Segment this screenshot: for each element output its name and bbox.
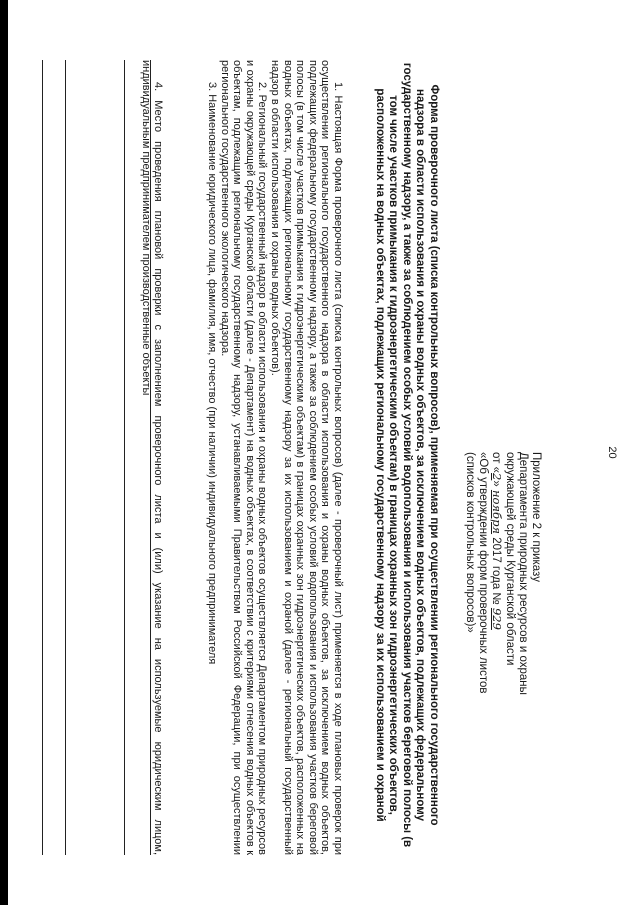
paragraph-4: 4. Место проведения плановой проверки с заполнением проверочного листа и (или) указание на используемые юридическим лицом, индивидуальным предпринимателем производственные объекты — [139, 60, 165, 855]
appendix-line: (списков контрольных вопросов)» — [464, 452, 476, 633]
handwritten-month: ноября — [490, 489, 504, 535]
paragraph-2: 2. Региональный государственный надзор в области использования и охраны водных объектов осуществляется Департаментом природных ресурсов и охраны окружающей среды Курганской области (далее - Департамент) на водных объектах, в соответствии с критериями отнесения водных объектов к объектам, подлежащим региональному государственному надзору, устанавливаемыми Правительством Российской Федерации, при осуществлении регионального государственного экологического надзора. — [218, 60, 269, 855]
appendix-block — [463, 452, 542, 882]
document-title: Форма проверочного листа (списка контрольных вопросов), применяемая при осуществлении регионального государственного надзора в области использования и охраны водных объектов, за исключением водных объектов, подлежащих федеральному государственному надзору, а также за соблюдением особых условий водопользования и использования участков береговой полосы (в том числе участков примыкания к гидроэнергетическим объектам) в границах охранных зон гидроэнергетических объектов, расположенных на водных объектах, подлежащих региональному государственному надзору за их использованием и охраной — [374, 62, 440, 848]
appendix-line: Департамента природных ресурсов и охраны — [517, 452, 529, 695]
appendix-line: окружающей среды Курганской области — [504, 452, 516, 666]
appendix-date-line — [489, 452, 503, 882]
appendix-line: Приложение 2 к приказу — [530, 452, 542, 582]
document-body — [139, 60, 344, 855]
date-mid: » — [490, 480, 502, 490]
page-number: 20 — [606, 446, 618, 459]
paragraph-1: 1. Настоящая Форма проверочного листа (списка контрольных вопросов) (далее - проверочный лист) применяется в ходе плановых проверок при осуществлении регионального государственного надзора в области использования и охраны водных объектов, за исключением водных объектов, подлежащих федеральному государственному надзору, а также за соблюдением особых условий водопользования и использования участков береговой полосы (в том числе участков примыкания к гидроэнергетическим объектам) в границах охранных зон гидроэнергетических объектов, расположенных на водных объектах, подлежащих региональному государственному надзору за их использованием и охраной (далее - региональный государственный надзор в области использования и охраны водных объектов). — [269, 60, 344, 855]
paragraph-3: 3. Наименование юридического лица, фамилия, имя, отчество (при наличии) индивидуального предпринимателя — [206, 82, 219, 665]
fill-in-line — [42, 60, 43, 855]
scan-edge-bar — [0, 0, 8, 905]
fill-in-space — [164, 60, 205, 855]
fill-in-line — [65, 60, 66, 855]
handwritten-day: 2 — [490, 473, 504, 481]
appendix-line: «Об утверждении форм проверочных листов — [477, 452, 489, 694]
fill-in-line — [150, 60, 151, 855]
handwritten-doc-number: 929 — [490, 607, 504, 630]
fill-in-line — [124, 60, 125, 855]
date-prefix: от « — [490, 452, 502, 474]
date-year: 2017 года № — [490, 534, 502, 605]
